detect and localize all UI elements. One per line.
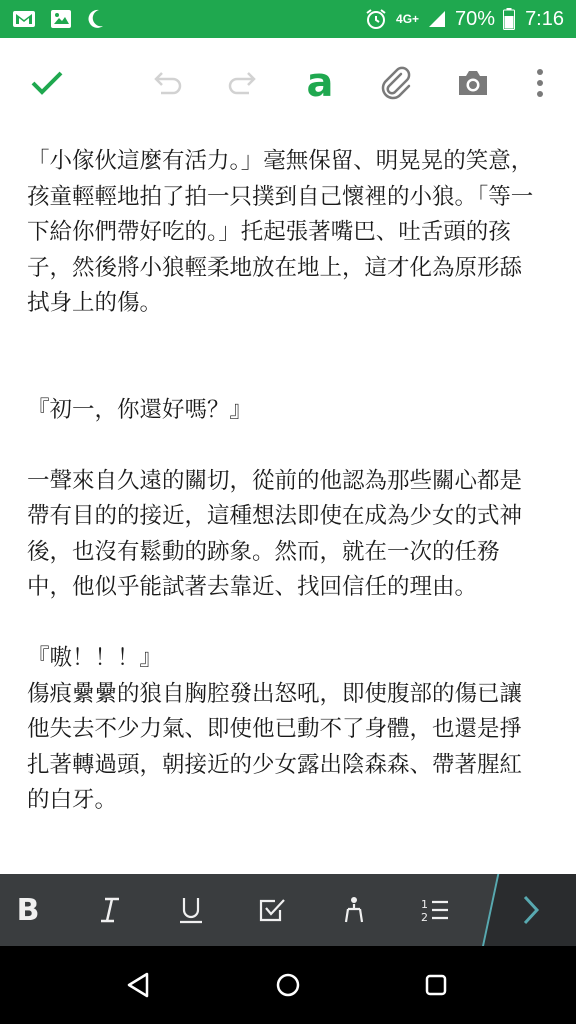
italic-button[interactable]: [85, 885, 135, 935]
note-paragraph: 『嗷！！！』: [27, 645, 163, 671]
attach-button[interactable]: [371, 58, 421, 108]
gmail-icon: [12, 9, 36, 29]
bold-label: B: [16, 892, 40, 928]
numbered-list-icon: [420, 896, 450, 924]
note-paragraph: 『初一，你還好嗎？』: [27, 396, 253, 423]
note-paragraph: 「小傢伙這麼有活力。」毫無保留、明晃晃的笑意，孩童輕輕地拍了拍一只撲到自己懷裡的小狼。「等一下給你們帶好吃的。」托起張著嘴巴、吐舌頭的孩子，然後將小狼輕柔地放在地上，這才化為原形舔拭身上的傷。: [27, 148, 534, 316]
back-button[interactable]: [113, 960, 163, 1010]
more-vert-icon: [535, 68, 545, 98]
note-paragraph: [27, 357, 542, 393]
text-format-icon: a: [306, 60, 334, 106]
moon-icon: [86, 8, 106, 30]
text-format-button[interactable]: [295, 58, 345, 108]
svg-text:2: 2: [421, 911, 428, 924]
editor-toolbar: [0, 38, 576, 128]
recents-button[interactable]: [411, 960, 461, 1010]
note-paragraph: [27, 428, 542, 464]
back-icon: [125, 971, 151, 999]
bold-button[interactable]: [3, 885, 53, 935]
italic-icon: [96, 896, 124, 924]
note-body-editor[interactable]: [27, 144, 542, 870]
redo-icon: [227, 69, 259, 97]
note-paragraph: 一聲來自久遠的關切，從前的他認為那些關心都是帶有目的的接近，這種想法即使在成為少女的式神後，也沒有鬆動的跡象。然而，就在一次的任務中，他似乎能試著去靠近、找回信任的理由。: [27, 467, 523, 600]
battery-percent: 70%: [455, 7, 496, 30]
system-status: [364, 7, 564, 31]
signal-icon: [427, 9, 447, 29]
undo-button[interactable]: [142, 58, 192, 108]
home-icon: [275, 972, 301, 998]
status-bar: [0, 0, 576, 38]
recents-icon: [424, 973, 448, 997]
checkbox-button[interactable]: [247, 885, 297, 935]
clock-time: 7:16: [525, 7, 564, 30]
alarm-icon: [364, 7, 388, 31]
network-type-label: 4G+: [396, 12, 420, 26]
formatting-toolbar: [0, 874, 576, 946]
chevron-right-icon: [520, 894, 542, 926]
svg-text:1: 1: [421, 898, 428, 911]
more-options-button[interactable]: [515, 58, 565, 108]
gallery-icon: [50, 9, 72, 29]
navigation-bar: [0, 946, 576, 1024]
check-icon: [30, 68, 64, 98]
indent-button[interactable]: [329, 885, 379, 935]
more-formatting-button[interactable]: [506, 885, 556, 935]
camera-icon: [456, 69, 490, 97]
done-button[interactable]: [22, 58, 72, 108]
camera-button[interactable]: [448, 58, 498, 108]
note-paragraph: [27, 606, 542, 642]
undo-icon: [151, 69, 183, 97]
indent-icon: [341, 895, 367, 925]
checkbox-icon: [258, 896, 286, 924]
underline-button[interactable]: [166, 885, 216, 935]
redo-button[interactable]: [218, 58, 268, 108]
attach-icon: [379, 66, 413, 100]
numbered-list-button[interactable]: [410, 885, 460, 935]
underline-icon: [178, 895, 204, 925]
notification-icons: [12, 8, 106, 30]
home-button[interactable]: [263, 960, 313, 1010]
note-paragraph: 傷痕纍纍的狼自胸腔發出怒吼，即使腹部的傷已讓他失去不少力氣、即使他已動不了身體，也還是掙扎著轉過頭，朝接近的少女露出陰森森、帶著腥紅的白牙。: [27, 680, 523, 813]
battery-icon: [503, 8, 515, 30]
note-paragraph: [27, 322, 542, 358]
